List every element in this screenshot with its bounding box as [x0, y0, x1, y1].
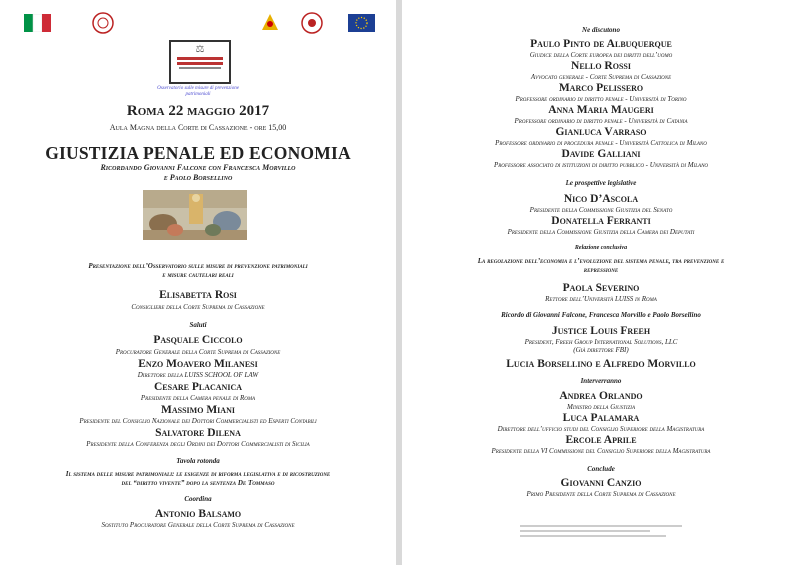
discutono-role: Avvocato generale - Corte Suprema di Cassazione [530, 73, 672, 81]
prospettive-name: Nico D’Ascola [563, 193, 639, 205]
family-names: Lucia Borsellino e Alfredo Morvillo [506, 358, 696, 370]
saluti-role: Presidente del Consiglio Nazionale dei Dottori Commercialisti ed Esperti Contabili [79, 417, 317, 425]
conclude-role: Primo Presidente della Corte Suprema di Cassazione [526, 490, 676, 498]
event-title: GIUSTIZIA PENALE ED ECONOMIA [45, 143, 351, 163]
saluti-role: Procuratore Generale della Corte Suprema di Cassazione [115, 348, 281, 356]
center-logo: ⚖ [169, 40, 231, 84]
discutono-role: Professore ordinario di diritto penale - Università di Catania [514, 117, 688, 125]
intervengono-name: Andrea Orlando [559, 390, 643, 402]
freeh-role-2: (Già direttore FBI) [573, 346, 629, 354]
relatore-name: Paola Severino [562, 282, 640, 294]
discutono-name: Nello Rossi [571, 60, 631, 72]
intervengono-role: Direttore dell’ufficio studi del Consiglio Superiore della Magistratura [497, 425, 705, 433]
saluti-name: Salvatore Dilena [155, 427, 241, 439]
saluti-label: Saluti [189, 321, 207, 329]
coordina-label: Coordina [184, 495, 212, 503]
speaker-name: Elisabetta Rosi [159, 289, 237, 301]
discutono-name: Gianluca Varraso [555, 126, 647, 138]
saluti-name: Massimo Miani [161, 404, 235, 416]
event-subtitle-1: Ricordando Giovanni Falcone con Francesca Morvillo [100, 163, 296, 172]
university-seal-icon [92, 12, 114, 34]
italian-flag-icon [24, 14, 51, 32]
painting-image [143, 190, 247, 240]
right-page [402, 0, 800, 565]
ricordo-label: Ricordo di Giovanni Falcone, Francesca Morvillo e Paolo Borsellino [501, 311, 701, 319]
presentation-line-1: Presentazione dell’Osservatorio sulle misure di prevenzione patrimoniali [88, 262, 308, 270]
discutono-role: Giudice della Corte europea dei diritti dell’uomo [529, 51, 673, 59]
logo-caption: Osservatorio sulle misure di prevenzione patrimoniali [157, 86, 239, 97]
association-seal-icon [301, 12, 323, 34]
logo-row [0, 8, 396, 38]
prospettive-role: Presidente della Commissione Giustizia della Camera dei Deputati [507, 228, 695, 236]
conclude-label: Conclude [587, 465, 615, 473]
discutono-role: Professore associato di istituzioni di diritto pubblico - Università di Milano [493, 161, 709, 169]
prospettive-label: Le prospettive legislative [565, 179, 637, 187]
saluti-name: Cesare Placanica [154, 381, 242, 393]
discutono-role: Professore ordinario di diritto penale - Università di Torino [515, 95, 687, 103]
presentation-line-2: e misure cautelari reali [162, 271, 234, 279]
intervengono-label: Interverranno [580, 377, 622, 385]
saluti-role: Direttore della LUISS SCHOOL OF LAW [137, 371, 259, 379]
discutono-name: Anna Maria Maugeri [548, 104, 654, 116]
intervengono-role: Presidente della VI Commissione del Consiglio Superiore della Magistratura [491, 447, 711, 455]
relazione-line-2: repressione [583, 266, 619, 274]
conclude-name: Giovanni Canzio [560, 477, 642, 489]
coordina-role: Sostituto Procuratore Generale della Corte Suprema di Cassazione [101, 521, 295, 529]
coordina-name: Antonio Balsamo [154, 508, 242, 520]
tavola-line-1: Il sistema delle misure patrimoniali: le esigenze di riforma legislativa e di ricostruzione [65, 470, 331, 478]
event-subtitle-2: e Paolo Borsellino [163, 173, 233, 182]
prospettive-name: Donatella Ferranti [551, 215, 651, 227]
freeh-name: Justice Louis Freeh [551, 325, 651, 337]
sicily-region-logo-icon [260, 12, 280, 34]
freeh-role-1: President, Freeh Group International Solutions, LLC [524, 338, 678, 346]
saluti-name: Pasquale Ciccolo [153, 334, 243, 346]
discutono-label: Ne discutono [582, 26, 620, 34]
discutono-role: Professore ordinario di procedura penale - Università Cattolica di Milano [495, 139, 707, 147]
discutono-name: Paulo Pinto de Albuquerque [530, 38, 672, 50]
discutono-name: Marco Pelissero [558, 82, 644, 94]
saluti-name: Enzo Moavero Milanesi [138, 358, 258, 370]
left-page [0, 0, 396, 565]
tavola-label: Tavola rotonda [176, 457, 220, 465]
intervengono-role: Ministro della Giustizia [567, 403, 635, 411]
event-venue: Aula Magna della Corte di Cassazione - ore 15,00 [109, 123, 287, 132]
event-date: Roma 22 maggio 2017 [126, 103, 270, 119]
intervengono-name: Ercole Aprile [565, 434, 637, 446]
saluti-role: Presidente della Conferenza degli Ordini dei Dottori Commercialisti di Sicilia [86, 440, 310, 448]
eu-flag-icon [348, 14, 375, 32]
intervengono-name: Luca Palamara [562, 412, 640, 424]
footer-fine-print [520, 525, 682, 537]
speaker-role: Consigliere della Corte Suprema di Cassazione [131, 303, 265, 311]
relatore-role: Rettore dell’Università LUISS in Roma [545, 295, 657, 303]
tavola-line-2: del “diritto vivente” dopo la sentenza De Tommaso [121, 479, 275, 487]
saluti-role: Presidente della Camera penale di Roma [140, 394, 256, 402]
relazione-line-1: La regolazione dell’economia e l’evoluzione del sistema penale, tra prevenzione e [477, 257, 725, 265]
relazione-label: Relazione conclusiva [574, 245, 628, 251]
discutono-name: Davide Galliani [561, 148, 641, 160]
prospettive-role: Presidente della Commissione Giustizia del Senato [529, 206, 673, 214]
